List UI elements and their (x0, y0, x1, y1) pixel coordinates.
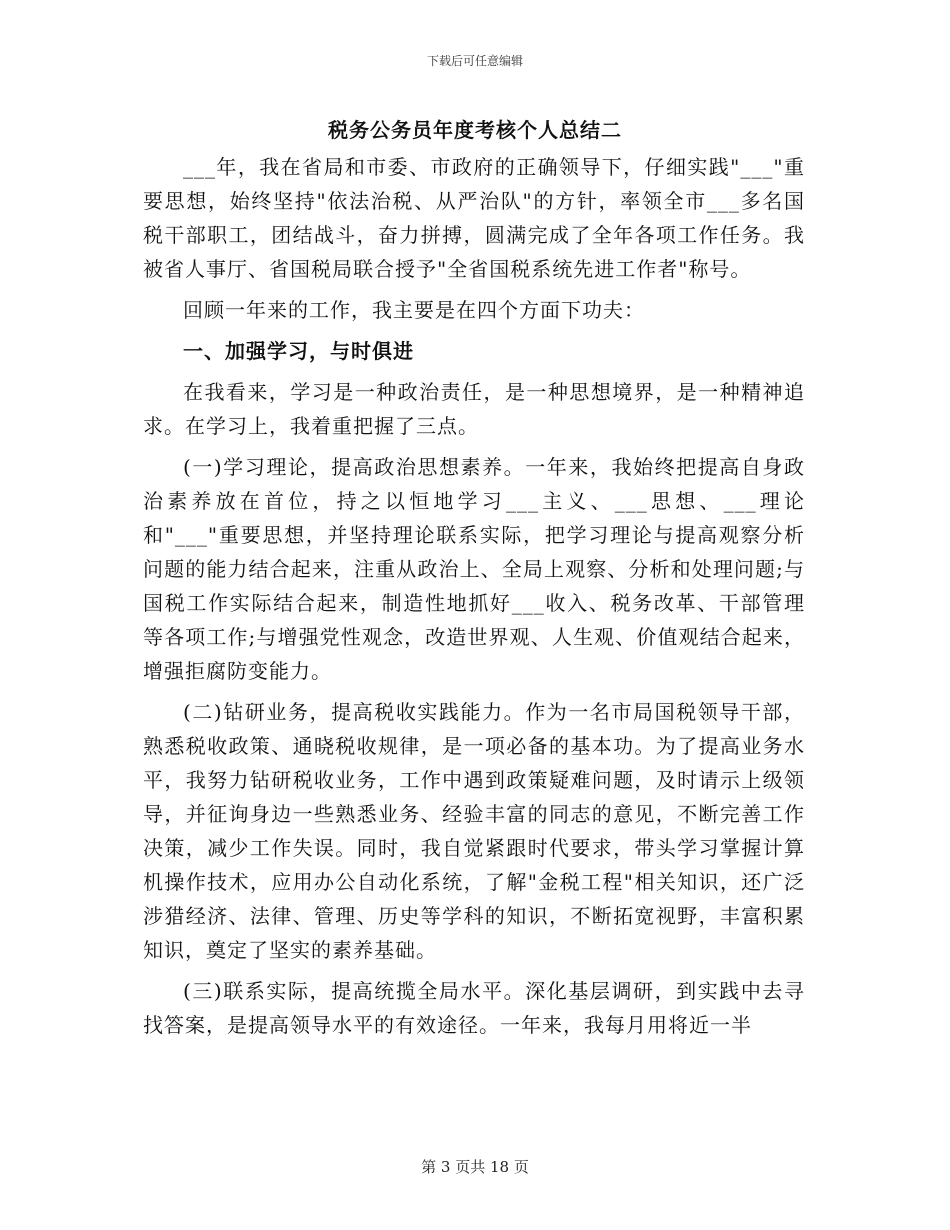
paragraph-review: 回顾一年来的工作，我主要是在四个方面下功夫： (183, 298, 645, 322)
paragraph-study-intro: 在我看来，学习是一种政治责任，是一种思想境界，是一种精神追求。在学习上，我着重把握了三点。 (143, 380, 805, 438)
paragraph-intro: ___年，我在省局和市委、市政府的正确领导下，仔细实践"___"重要思想，始终坚持"依法治税、从严治队"的方针，率领全市___多名国税干部职工，团结战斗，奋力拼搏，圆满完成了全年各项工作任务。我被省人事厅、省国税局联合授予"全省国税系统先进工作者"称号。 (143, 155, 805, 281)
page-number: 第 3 页共 18 页 (421, 1158, 529, 1176)
paragraph-theory: (一)学习理论，提高政治思想素养。一年来，我始终把提高自身政治素养放在首位，持之以恒地学习___主义、___思想、___理论和"___"重要思想，并坚持理论联系实际，把学习理论与提高观察分析问题的能力结合起来，注重从政治上、全局上观察、分析和处理问题;与国税工作实际结合起来，制造性地抓好___收入、税务改革、干部管理等各项工作;与增强党性观念，改造世界观、人生观、价值观结合起来，增强拒腐防变能力。 (143, 455, 805, 683)
document-body (143, 150, 805, 1049)
page-header-note: 下载后可任意编辑 (426, 54, 523, 68)
paragraph-practice: (三)联系实际，提高统揽全局水平。深化基层调研，到实践中去寻找答案，是提高领导水平的有效途径。一年来，我每月用将近一半 (143, 979, 805, 1037)
section-heading-1: 一、加强学习，与时俱进 (183, 339, 414, 363)
document-title: 税务公务员年度考核个人总结二 (328, 118, 622, 142)
paragraph-business: (二)钻研业务，提高税收实践能力。作为一名市局国税领导干部，熟悉税收政策、通晓税收规律，是一项必备的基本功。为了提高业务水平，我努力钻研税收业务，工作中遇到政策疑难问题，及时请示上级领导，并征询身边一些熟悉业务、经验丰富的同志的意见，不断完善工作决策，减少工作失误。同时，我自觉紧跟时代要求，带头学习掌握计算机操作技术，应用办公自动化系统，了解"金税工程"相关知识，还广泛涉猎经济、法律、管理、历史等学科的知识，不断拓宽视野，丰富积累知识，奠定了坚实的素养基础。 (143, 700, 805, 962)
